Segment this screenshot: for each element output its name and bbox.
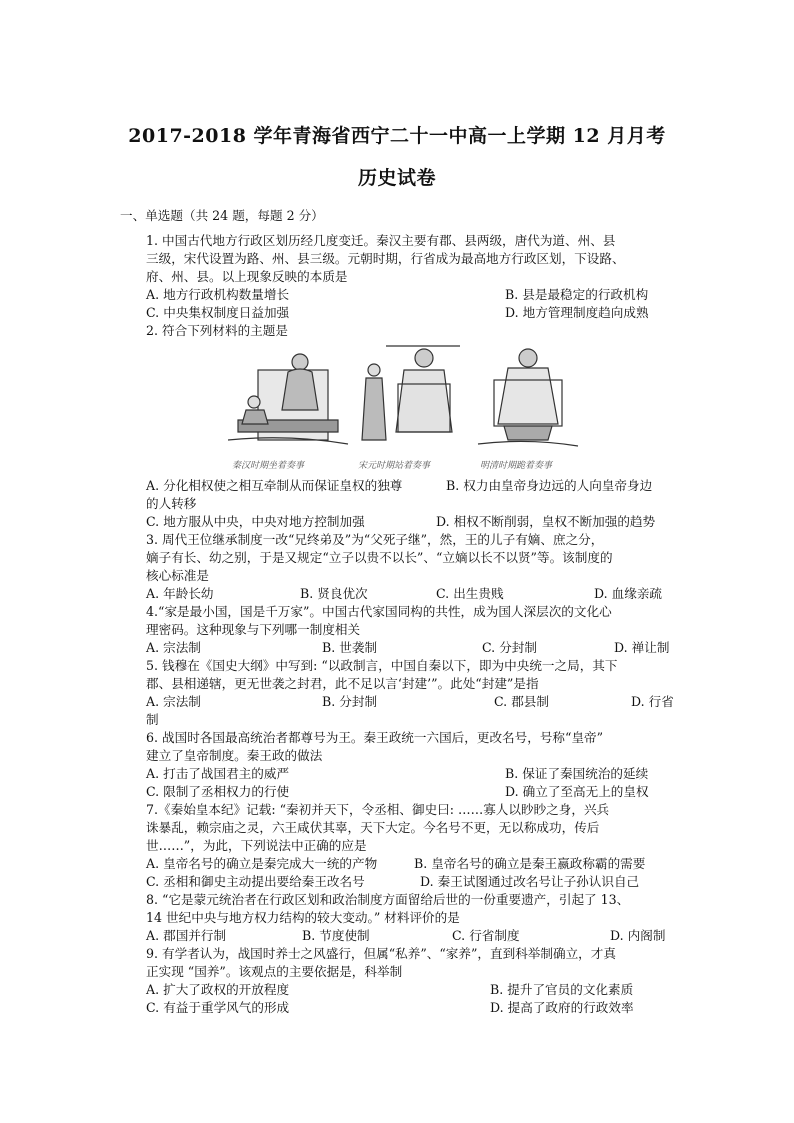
q2-option-d: D. 相权不断削弱，皇权不断加强的趋势 xyxy=(436,514,656,529)
q1-option-c: C. 中央集权制度日益加强 xyxy=(146,305,290,320)
q1-option-d: D. 地方管理制度趋向成熟 xyxy=(505,305,649,320)
q5-option-a: A. 宗法制 xyxy=(146,694,201,709)
q9-option-a: A. 扩大了政权的开放程度 xyxy=(146,982,290,997)
q5-option-d: D. 行省 xyxy=(631,694,674,709)
q9-option-b: B. 提升了官员的文化素质 xyxy=(490,982,634,997)
q4-stem-1: 4.“家是最小国，国是千万家”。中国古代家国同构的共性，成为国人深层次的文化心 xyxy=(146,604,612,619)
q5-stem-2: 郡、县相递辖，更无世袭之封君，此不足以言‘封建’”。此处“封建”是指 xyxy=(146,676,539,691)
qin-han-panel xyxy=(228,354,348,444)
q6-option-c: C. 限制了丞相权力的行使 xyxy=(146,784,290,799)
q2-option-b: B. 权力由皇帝身边远的人向皇帝身边 xyxy=(446,478,653,493)
q9-stem-2: 正实现 “国养”。该观点的主要依据是，科举制 xyxy=(146,964,403,979)
q7-option-b: B. 皇帝名号的确立是秦王嬴政称霸的需要 xyxy=(414,856,646,871)
q3-stem-2: 嫡子有长、幼之别，于是又规定“立子以贵不以长”、“立嫡以长不以贤”等。该制度的 xyxy=(146,550,613,565)
q5-option-c: C. 郡县制 xyxy=(494,694,549,709)
q1-stem-2: 三级，宋代设置为路、州、县三级。元朝时期，行省成为最高地方行政区划，下设路、 xyxy=(146,251,625,266)
q8-option-d: D. 内阁制 xyxy=(610,928,666,943)
q5-stem-1: 5. 钱穆在《国史大纲》中写到: “以政制言，中国自秦以下，即为中央统一之局，其下 xyxy=(146,658,618,673)
q4-stem-2: 理密码。这种现象与下列哪一制度相关 xyxy=(146,622,361,637)
q6-stem-2: 建立了皇帝制度。秦王政的做法 xyxy=(146,748,323,763)
exam-subtitle: 历史试卷 xyxy=(357,167,436,189)
q4-option-d: D. 禅让制 xyxy=(614,640,670,655)
q4-option-b: B. 世袭制 xyxy=(322,640,378,655)
q5-option-d-cont: 制 xyxy=(146,712,159,727)
exam-title: 2017-2018 学年青海省西宁二十一中高一上学期 12 月月考 xyxy=(128,125,666,147)
q8-option-a: A. 郡国并行制 xyxy=(146,928,227,943)
q4-option-c: C. 分封制 xyxy=(482,640,537,655)
q5-option-b: B. 分封制 xyxy=(322,694,378,709)
q6-option-b: B. 保证了秦国统治的延续 xyxy=(505,766,649,781)
q2-option-a-cont: 的人转移 xyxy=(146,496,197,511)
q3-option-a: A. 年龄长幼 xyxy=(146,586,214,601)
q3-stem-3: 核心标准是 xyxy=(146,568,209,583)
ming-qing-panel xyxy=(478,349,578,446)
section-heading: 一、单选题（共 24 题，每题 2 分） xyxy=(120,208,324,223)
q2-option-c: C. 地方服从中央，中央对地方控制加强 xyxy=(146,514,365,529)
q7-option-a: A. 皇帝名号的确立是秦完成大一统的产物 xyxy=(146,856,378,871)
q8-stem-1: 8. “它是蒙元统治者在行政区划和政治制度方面留给后世的一份重要遗产，引起了 13、 xyxy=(146,892,630,907)
court-audience-illustration xyxy=(228,340,590,472)
q7-option-c: C. 丞相和御史主动提出要给秦王改名号 xyxy=(146,874,365,889)
q7-option-d: D. 秦王试图通过改名号让子孙认识自己 xyxy=(420,874,640,889)
song-yuan-panel xyxy=(362,346,460,440)
q9-option-d: D. 提高了政府的行政效率 xyxy=(490,1000,634,1015)
q2-stem: 2. 符合下列材料的主题是 xyxy=(146,323,288,338)
q7-stem-1: 7.《秦始皇本纪》记载: “秦初并天下，令丞相、御史曰: ……寡人以眇眇之身，兴兵 xyxy=(146,802,610,817)
q1-option-a: A. 地方行政机构数量增长 xyxy=(146,287,290,302)
caption-song-yuan: 宋元时期站着奏事 xyxy=(358,461,431,471)
caption-ming-qing: 明清时期跪着奏事 xyxy=(480,461,553,471)
q1-stem-1: 1. 中国古代地方行政区划历经几度变迁。秦汉主要有郡、县两级，唐代为道、州、县 xyxy=(146,233,616,248)
q9-option-c: C. 有益于重学风气的形成 xyxy=(146,1000,290,1015)
q6-option-a: A. 打击了战国君主的威严 xyxy=(146,766,290,781)
q3-option-b: B. 贤良优次 xyxy=(300,586,368,601)
caption-qin-han: 秦汉时期坐着奏事 xyxy=(232,461,305,471)
q7-stem-2: 诛暴乱，赖宗庙之灵，六王咸伏其辜，天下大定。今名号不更，无以称成功，传后 xyxy=(146,820,600,835)
q3-option-d: D. 血缘亲疏 xyxy=(594,586,663,601)
q3-stem-1: 3. 周代王位继承制度一改“兄终弟及”为“父死子继”，然，王的儿子有嫡、庶之分， xyxy=(146,532,604,547)
q7-stem-3: 世……”，为此，下列说法中正确的应是 xyxy=(146,838,367,853)
q4-option-a: A. 宗法制 xyxy=(146,640,201,655)
q3-option-c: C. 出生贵贱 xyxy=(436,586,504,601)
q8-option-b: B. 节度使制 xyxy=(302,928,370,943)
q6-option-d: D. 确立了至高无上的皇权 xyxy=(505,784,649,799)
q1-stem-3: 府、州、县。以上现象反映的本质是 xyxy=(146,269,348,284)
q8-stem-2: 14 世纪中央与地方权力结构的较大变动。” 材料评价的是 xyxy=(146,910,460,925)
q1-option-b: B. 县是最稳定的行政机构 xyxy=(505,287,649,302)
q2-option-a: A. 分化相权使之相互牵制从而保证皇权的独尊 xyxy=(146,478,403,493)
q6-stem-1: 6. 战国时各国最高统治者都尊号为王。秦王政统一六国后，更改名号，号称“皇帝” xyxy=(146,730,604,745)
q8-option-c: C. 行省制度 xyxy=(452,928,520,943)
q9-stem-1: 9. 有学者认为，战国时养士之风盛行，但属“私养”、“家养”，直到科举制确立，才真 xyxy=(146,946,616,961)
